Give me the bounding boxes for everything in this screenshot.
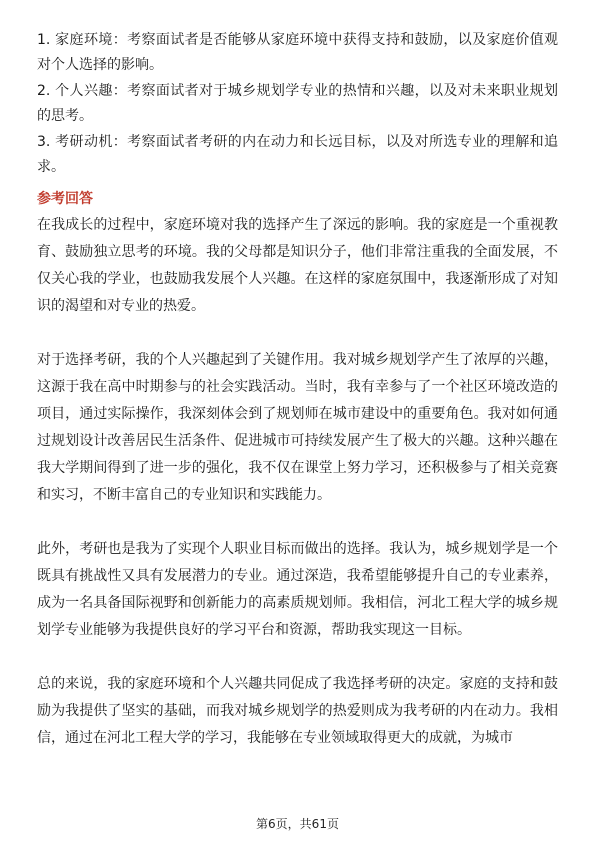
page-number: 第6页，共61页 <box>256 817 339 831</box>
answer-paragraph-career: 此外，考研也是我为了实现个人职业目标而做出的选择。我认为，城乡规划学是一个既具有挑战性又具有发展潜力的专业。通过深造，我希望能够提升自己的专业素养，成为一名具备国际视野和创新能力的高素质规划师。我相信，河北工程大学的城乡规划学专业能够为我提供良好的学习平台和资源，帮助我实现这一目标。 <box>37 541 558 638</box>
answer-paragraph-summary: 总的来说，我的家庭环境和个人兴趣共同促成了我选择考研的决定。家庭的支持和鼓励为我提供了坚实的基础，而我对城乡规划学的热爱则成为我考研的内在动力。我相信，通过在河北工程大学的学习，我能够在专业领域取得更大的成就，为城市 <box>37 676 558 746</box>
criteria-item-motivation: 3. 考研动机：考察面试者考研的内在动力和长远目标，以及对所选专业的理解和追求。 <box>37 134 558 175</box>
answer-paragraph-family: 在我成长的过程中，家庭环境对我的选择产生了深远的影响。我的家庭是一个重视教育、鼓励独立思考的环境。我的父母都是知识分子，他们非常注重我的全面发展，不仅关心我的学业，也鼓励我发展个人兴趣。在这样的家庭氛围中，我逐渐形成了对知识的渴望和对专业的热爱。 <box>37 217 558 314</box>
criteria-list <box>37 28 558 180</box>
criteria-item-family: 1. 家庭环境：考察面试者是否能够从家庭环境中获得支持和鼓励，以及家庭价值观对个人选择的影响。 <box>37 32 558 73</box>
answer-heading: 参考回答 <box>37 191 93 207</box>
criteria-item-interest: 2. 个人兴趣：考察面试者对于城乡规划学专业的热情和兴趣，以及对未来职业规划的思考。 <box>37 83 558 124</box>
document-page <box>37 28 558 752</box>
answer-body <box>37 212 558 752</box>
answer-paragraph-interest: 对于选择考研，我的个人兴趣起到了关键作用。我对城乡规划学产生了浓厚的兴趣，这源于我在高中时期参与的社会实践活动。当时，我有幸参与了一个社区环境改造的项目，通过实际操作，我深刻体会到了规划师在城市建设中的重要角色。我对如何通过规划设计改善居民生活条件、促进城市可持续发展产生了极大的兴趣。这种兴趣在我大学期间得到了进一步的强化，我不仅在课堂上努力学习，还积极参与了相关竞赛和实习，不断丰富自己的专业知识和实践能力。 <box>37 352 558 503</box>
